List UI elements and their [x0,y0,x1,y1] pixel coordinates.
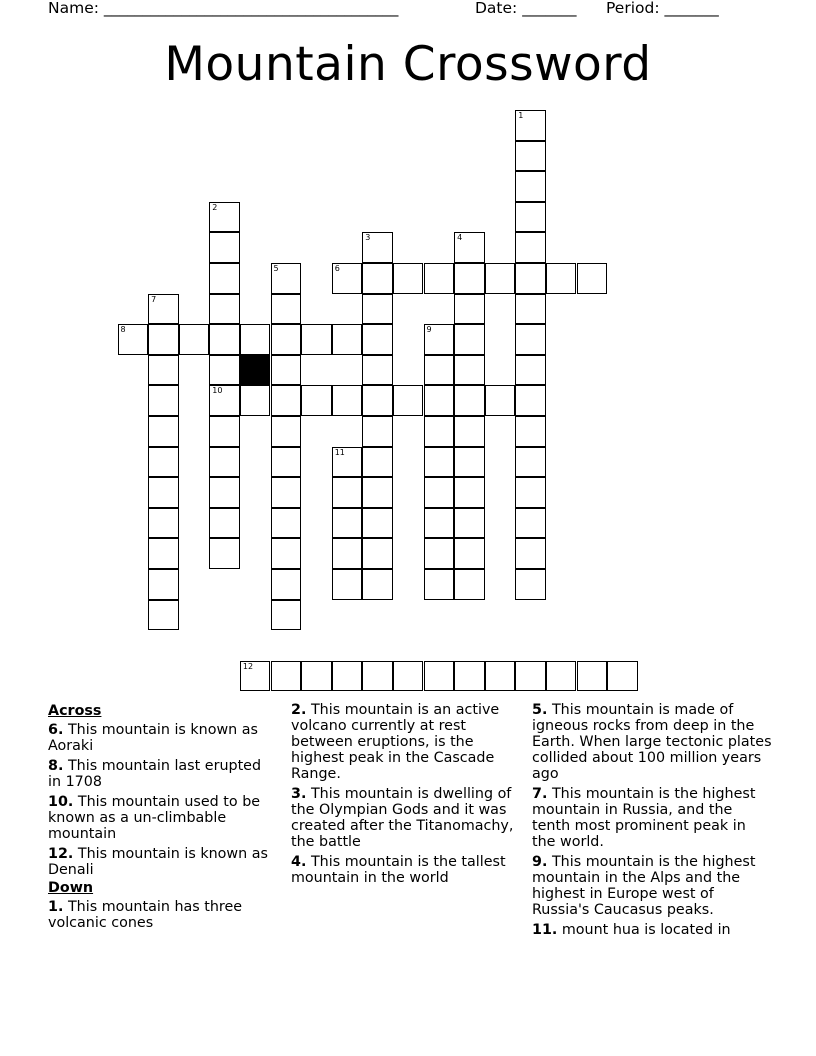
crossword-cell[interactable] [301,385,332,416]
clue-number-label: 1 [518,111,524,120]
crossword-cell[interactable] [362,263,393,294]
crossword-cell[interactable] [515,110,546,141]
crossword-cell[interactable] [271,477,302,508]
crossword-cell[interactable] [454,232,485,263]
crossword-cell[interactable] [577,263,608,294]
crossword-cell[interactable] [454,416,485,447]
clue-number: 3. [291,786,307,802]
clue-number-label: 9 [426,325,432,335]
crossword-cell[interactable] [271,569,302,600]
clue-text: This mountain is the highest mountain in the Alps and the highest in Europe west of Russia's Caucasus peaks. [532,854,756,918]
crossword-cell[interactable] [454,385,485,416]
clue-number: 2. [291,702,307,718]
crossword-cell[interactable] [148,569,179,600]
black-square [240,355,271,386]
crossword-cell[interactable] [362,324,393,355]
clue-down-5 [532,702,772,782]
crossword-cell[interactable] [362,385,393,416]
crossword-cell[interactable] [454,294,485,325]
crossword-cell[interactable] [148,416,179,447]
crossword-cell[interactable] [424,477,455,508]
crossword-cell[interactable] [148,600,179,631]
across-heading: Across [48,703,102,719]
clue-text: This mountain is known as Aoraki [48,722,258,754]
crossword-cell[interactable] [332,447,363,478]
crossword-cell[interactable] [454,324,485,355]
crossword-cell[interactable] [515,294,546,325]
clue-number-label: 6 [334,264,340,273]
crossword-cell[interactable] [424,508,455,539]
clue-number-label: 8 [120,325,126,335]
crossword-cell[interactable] [118,324,149,355]
crossword-cell[interactable] [148,447,179,478]
crossword-cell[interactable] [454,263,485,294]
crossword-cell[interactable] [424,324,455,355]
crossword-cell[interactable] [515,263,546,294]
clue-down-1 [48,899,278,931]
crossword-cell[interactable] [362,661,393,692]
crossword-cell[interactable] [209,477,240,508]
crossword-cell[interactable] [546,661,577,692]
clue-across-6 [48,722,278,754]
crossword-cell[interactable] [362,538,393,569]
clue-number-label: 3 [365,233,371,243]
clue-text: This mountain is known as Denali [48,846,268,878]
crossword-cell[interactable] [515,447,546,478]
clue-down-9 [532,854,772,918]
clue-across-12 [48,846,278,878]
name-field[interactable]: Name: ______________________________________ [48,0,399,17]
crossword-cell[interactable] [515,324,546,355]
clues-column-1 [48,702,278,935]
crossword-cell[interactable] [332,263,363,294]
down-heading: Down [48,880,94,896]
crossword-cell[interactable] [424,661,455,692]
crossword-cell[interactable] [179,324,210,355]
clue-text: This mountain is dwelling of the Olympian Gods and it was created after the Titanomachy, the battle [291,786,514,850]
crossword-cell[interactable] [148,508,179,539]
crossword-cell[interactable] [271,263,302,294]
crossword-cell[interactable] [209,202,240,233]
crossword-cell[interactable] [148,355,179,386]
clues-column-2 [291,702,523,890]
clue-number: 9. [532,854,548,870]
crossword-cell[interactable] [424,263,455,294]
crossword-cell[interactable] [515,569,546,600]
crossword-cell[interactable] [454,661,485,692]
crossword-cell[interactable] [209,447,240,478]
crossword-cell[interactable] [424,355,455,386]
crossword-cell[interactable] [515,538,546,569]
clue-text: This mountain is the tallest mountain in the world [291,854,506,886]
crossword-cell[interactable] [271,385,302,416]
crossword-cell[interactable] [362,477,393,508]
crossword-cell[interactable] [362,569,393,600]
crossword-cell[interactable] [148,477,179,508]
crossword-cell[interactable] [271,416,302,447]
clue-down-7 [532,786,772,850]
clue-number: 8. [48,758,64,774]
period-field[interactable]: Period: _______ [606,0,719,17]
crossword-cell[interactable] [424,569,455,600]
crossword-cell[interactable] [271,538,302,569]
crossword-cell[interactable] [454,508,485,539]
crossword-cell[interactable] [271,600,302,631]
clue-number: 12. [48,846,74,862]
crossword-cell[interactable] [546,263,577,294]
crossword-cell[interactable] [515,202,546,233]
crossword-cell[interactable] [148,294,179,325]
crossword-cell[interactable] [515,385,546,416]
clue-down-2 [291,702,523,782]
crossword-cell[interactable] [424,447,455,478]
clue-text: mount hua is located in [561,922,731,938]
crossword-cell[interactable] [209,263,240,294]
clue-number-label: 10 [212,386,223,396]
crossword-cell[interactable] [424,416,455,447]
crossword-cell[interactable] [240,385,271,416]
crossword-cell[interactable] [271,447,302,478]
crossword-cell[interactable] [332,569,363,600]
clue-across-10 [48,794,278,842]
crossword-cell[interactable] [240,661,271,692]
crossword-cell[interactable] [209,385,240,416]
clue-number: 6. [48,722,64,738]
clue-number-label: 4 [457,233,463,243]
page-title: Mountain Crossword [164,37,652,92]
crossword-cell[interactable] [362,294,393,325]
clue-number: 1. [48,899,64,915]
crossword-cell[interactable] [332,508,363,539]
crossword-cell[interactable] [577,661,608,692]
crossword-cell[interactable] [209,324,240,355]
crossword-cell[interactable] [393,385,424,416]
clue-number-label: 11 [334,447,345,457]
clue-number-label: 2 [212,202,218,212]
clue-number: 11. [532,922,558,938]
clue-number-label: 12 [242,661,254,671]
crossword-cell[interactable] [515,477,546,508]
clue-down-3 [291,786,523,850]
crossword-cell[interactable] [515,416,546,447]
crossword-cell[interactable] [362,447,393,478]
crossword-cell[interactable] [209,294,240,325]
crossword-cell[interactable] [148,538,179,569]
clue-number: 5. [532,702,548,718]
crossword-cell[interactable] [362,508,393,539]
crossword-cell[interactable] [515,141,546,172]
crossword-cell[interactable] [148,324,179,355]
crossword-cell[interactable] [515,508,546,539]
crossword-cell[interactable] [485,661,516,692]
crossword-cell[interactable] [332,477,363,508]
crossword-cell[interactable] [454,538,485,569]
crossword-cell[interactable] [607,661,638,692]
clue-number: 10. [48,794,74,810]
crossword-cell[interactable] [424,538,455,569]
crossword-cell[interactable] [271,324,302,355]
crossword-cell[interactable] [271,508,302,539]
crossword-cell[interactable] [393,263,424,294]
clue-down-11 [532,922,772,938]
crossword-cell[interactable] [515,232,546,263]
crossword-cell[interactable] [209,355,240,386]
crossword-cell[interactable] [209,416,240,447]
crossword-cell[interactable] [301,661,332,692]
clue-across-8 [48,758,278,790]
crossword-cell[interactable] [271,661,302,692]
crossword-cell[interactable] [332,538,363,569]
clue-text: This mountain last erupted in 1708 [48,758,262,790]
crossword-cell[interactable] [301,324,332,355]
clues-column-3 [532,702,772,942]
crossword-cell[interactable] [362,232,393,263]
crossword-cell[interactable] [332,324,363,355]
crossword-cell[interactable] [271,355,302,386]
clue-number: 7. [532,786,548,802]
clue-down-4 [291,854,523,886]
crossword-cell[interactable] [240,324,271,355]
date-field[interactable]: Date: _______ [475,0,577,17]
clue-text: This mountain is the highest mountain in Russia, and the tenth most prominent peak in the world. [532,786,756,850]
clue-number-label: 5 [273,264,279,273]
crossword-cell[interactable] [332,661,363,692]
crossword-cell[interactable] [209,232,240,263]
clue-number-label: 7 [151,294,157,304]
clue-number: 4. [291,854,307,870]
crossword-cell[interactable] [454,569,485,600]
crossword-cell[interactable] [454,355,485,386]
crossword-cell[interactable] [362,355,393,386]
crossword-cell[interactable] [454,477,485,508]
crossword-cell[interactable] [332,385,363,416]
crossword-cell[interactable] [209,508,240,539]
crossword-cell[interactable] [393,661,424,692]
clue-text: This mountain is made of igneous rocks from deep in the Earth. When large tectonic plates collided about 100 million years ago [532,702,772,782]
crossword-cell[interactable] [424,385,455,416]
clue-text: This mountain is an active volcano currently at rest between eruptions, is the highest peak in the Cascade Range. [291,702,500,782]
clue-text: This mountain used to be known as a un-climbable mountain [48,794,261,842]
crossword-cell[interactable] [454,447,485,478]
crossword-cell[interactable] [148,385,179,416]
crossword-cell[interactable] [515,661,546,692]
crossword-cell[interactable] [515,171,546,202]
crossword-cell[interactable] [515,355,546,386]
crossword-cell[interactable] [209,538,240,569]
clue-text: This mountain has three volcanic cones [48,899,243,931]
crossword-cell[interactable] [485,385,516,416]
crossword-cell[interactable] [271,294,302,325]
crossword-cell[interactable] [485,263,516,294]
crossword-cell[interactable] [362,416,393,447]
